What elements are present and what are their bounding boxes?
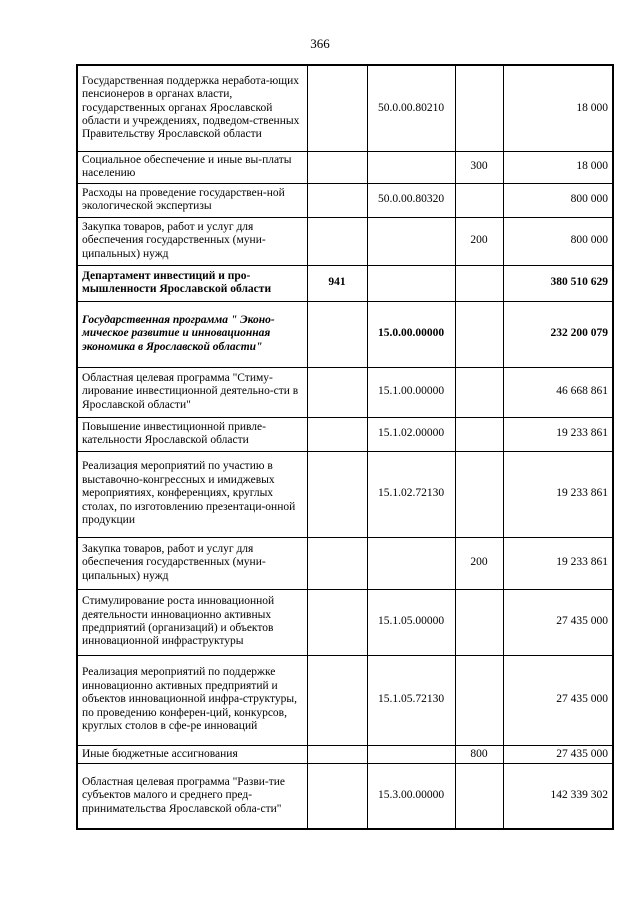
table-row <box>77 301 613 367</box>
cell-name: Закупка товаров, работ и услуг для обеспечения государственных (муни-ципальных) нужд <box>77 217 307 265</box>
cell-sum: 380 510 629 <box>503 265 613 301</box>
cell-name: Государственная поддержка неработа-ющих пенсионеров в органах власти, государственных органах Ярославской области и учреждениях, подведом-ственных Правительству Ярославской области <box>77 65 307 151</box>
cell-dept-code <box>307 763 367 829</box>
cell-target-code: 15.3.00.00000 <box>367 763 455 829</box>
cell-name: Реализация мероприятий по участию в выставочно-конгрессных и имиджевых мероприятиях, конференциях, круглых столах, по изготовлению презентаци-онной продукции <box>77 451 307 537</box>
cell-name: Социальное обеспечение и иные вы-платы населению <box>77 151 307 183</box>
budget-table <box>76 64 614 830</box>
table-row <box>77 763 613 829</box>
cell-target-code: 50.0.00.80210 <box>367 65 455 151</box>
cell-target-code: 15.1.02.00000 <box>367 417 455 451</box>
cell-sum: 142 339 302 <box>503 763 613 829</box>
cell-expense-type <box>455 65 503 151</box>
table-row <box>77 417 613 451</box>
cell-expense-type: 800 <box>455 745 503 763</box>
cell-sum: 27 435 000 <box>503 655 613 745</box>
cell-name: Областная целевая программа "Стиму-лирование инвестиционной деятельно-сти в Ярославской области" <box>77 367 307 417</box>
cell-dept-code <box>307 451 367 537</box>
cell-sum: 232 200 079 <box>503 301 613 367</box>
cell-name: Государственная программа " Эконо-мическое развитие и инновационная экономика в Ярославской области" <box>77 301 307 367</box>
cell-sum: 27 435 000 <box>503 745 613 763</box>
cell-dept-code <box>307 301 367 367</box>
cell-sum: 19 233 861 <box>503 537 613 589</box>
cell-name: Иные бюджетные ассигнования <box>77 745 307 763</box>
cell-expense-type <box>455 655 503 745</box>
table-row <box>77 589 613 655</box>
cell-name: Департамент инвестиций и про-мышленности Ярославской области <box>77 265 307 301</box>
cell-dept-code <box>307 655 367 745</box>
cell-name: Повышение инвестиционной привле-кательности Ярославской области <box>77 417 307 451</box>
cell-sum: 46 668 861 <box>503 367 613 417</box>
cell-expense-type <box>455 367 503 417</box>
cell-dept-code <box>307 367 367 417</box>
table-row <box>77 655 613 745</box>
cell-name: Стимулирование роста инновационной деятельности инновационно активных предприятий (организаций) и объектов инновационной инфраструктуры <box>77 589 307 655</box>
cell-expense-type <box>455 451 503 537</box>
cell-expense-type <box>455 763 503 829</box>
cell-target-code: 15.1.00.00000 <box>367 367 455 417</box>
cell-sum: 800 000 <box>503 217 613 265</box>
cell-expense-type: 300 <box>455 151 503 183</box>
table-row <box>77 451 613 537</box>
table-row <box>77 537 613 589</box>
cell-target-code <box>367 151 455 183</box>
cell-target-code: 15.1.05.00000 <box>367 589 455 655</box>
table-row <box>77 265 613 301</box>
cell-sum: 19 233 861 <box>503 451 613 537</box>
cell-dept-code <box>307 183 367 217</box>
cell-expense-type: 200 <box>455 217 503 265</box>
cell-expense-type <box>455 589 503 655</box>
table-row <box>77 367 613 417</box>
cell-expense-type <box>455 183 503 217</box>
cell-sum: 27 435 000 <box>503 589 613 655</box>
cell-expense-type: 200 <box>455 537 503 589</box>
cell-target-code <box>367 745 455 763</box>
cell-target-code <box>367 537 455 589</box>
cell-dept-code <box>307 217 367 265</box>
cell-dept-code <box>307 417 367 451</box>
cell-dept-code: 941 <box>307 265 367 301</box>
page-number: 366 <box>310 36 330 51</box>
table-row <box>77 183 613 217</box>
cell-expense-type <box>455 301 503 367</box>
cell-target-code: 15.1.05.72130 <box>367 655 455 745</box>
cell-sum: 18 000 <box>503 151 613 183</box>
cell-name: Закупка товаров, работ и услуг для обеспечения государственных (муни-ципальных) нужд <box>77 537 307 589</box>
cell-name: Реализация мероприятий по поддержке инновационно активных предприятий и объектов инновационной инфра-структуры, по проведению конферен-ций, конкурсов, круглых столов в сфе-ре инноваций <box>77 655 307 745</box>
cell-dept-code <box>307 537 367 589</box>
cell-dept-code <box>307 65 367 151</box>
table-row <box>77 217 613 265</box>
cell-name: Расходы на проведение государствен-ной экологической экспертизы <box>77 183 307 217</box>
cell-expense-type <box>455 417 503 451</box>
cell-dept-code <box>307 745 367 763</box>
cell-target-code: 50.0.00.80320 <box>367 183 455 217</box>
cell-sum: 800 000 <box>503 183 613 217</box>
cell-target-code <box>367 265 455 301</box>
cell-dept-code <box>307 589 367 655</box>
budget-table-body <box>77 65 613 829</box>
cell-target-code <box>367 217 455 265</box>
cell-expense-type <box>455 265 503 301</box>
cell-sum: 18 000 <box>503 65 613 151</box>
table-row <box>77 65 613 151</box>
table-row <box>77 151 613 183</box>
cell-target-code: 15.0.00.00000 <box>367 301 455 367</box>
cell-dept-code <box>307 151 367 183</box>
cell-sum: 19 233 861 <box>503 417 613 451</box>
cell-name: Областная целевая программа "Разви-тие субъектов малого и среднего пред-принимательства Ярославской обла-сти" <box>77 763 307 829</box>
cell-target-code: 15.1.02.72130 <box>367 451 455 537</box>
table-row <box>77 745 613 763</box>
